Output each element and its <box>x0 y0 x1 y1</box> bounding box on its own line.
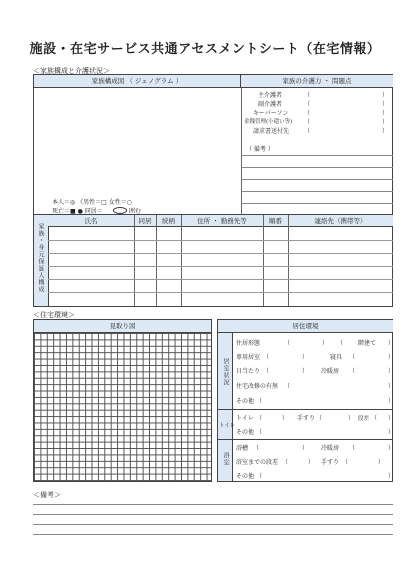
remarks-lines[interactable] <box>33 498 393 548</box>
label-living-other: その他 <box>236 398 255 405</box>
paren-close: ） <box>382 128 389 135</box>
role-money-management: 金銭管理(小遣い等) <box>244 119 293 125</box>
environment-header: 居住環境 <box>218 320 393 333</box>
paren-open: （ <box>316 415 323 422</box>
paren-close: ） <box>388 473 395 480</box>
paren-open: （ <box>256 473 263 480</box>
label-toilet: トイレ <box>236 415 254 422</box>
paren-close: ） <box>302 368 309 375</box>
family-section-box <box>33 74 393 215</box>
bath-group-label: 浴室 <box>222 452 229 466</box>
label-stories: 階建て <box>358 340 377 347</box>
col-contact: 連絡先（携帯等） <box>288 215 393 227</box>
label-bath-other: その他 <box>236 473 255 480</box>
paren-close: ） <box>308 459 315 466</box>
col-address: 住所 ・ 勤務先等 <box>181 215 263 227</box>
paren-close: ） <box>382 110 389 117</box>
toilet-group-label: トイレ <box>219 423 236 429</box>
role-sub-caregiver: 副介護者 <box>258 101 283 108</box>
paren-open: （ <box>337 340 344 347</box>
paren-close: ） <box>302 445 309 452</box>
relatives-table <box>33 215 393 307</box>
paren-close: ） <box>348 415 355 422</box>
paren-open: （ <box>263 354 270 361</box>
paren-open: （ <box>284 383 291 390</box>
label-toilet-step: 段差 <box>358 416 370 422</box>
family-section-label: ＜家族構成と介護状況＞ <box>33 67 110 75</box>
genogram-legend-1: 本人＝◎ 《男性＝□ 女性＝○ <box>52 199 132 206</box>
paren-close: ） <box>388 383 395 390</box>
paren-open: （ <box>282 459 289 466</box>
label-bath-aircon: 冷暖房 <box>321 445 340 452</box>
paren-close: ） <box>388 340 395 347</box>
paren-close: ） <box>388 429 395 436</box>
paren-close: ） <box>388 398 395 405</box>
label-tub: 浴槽 <box>236 445 249 452</box>
paren-close: ） <box>388 368 395 375</box>
paren-open: （ <box>304 101 311 108</box>
role-key-person: キーパーソン <box>253 110 289 117</box>
paren-open: （ <box>263 368 270 375</box>
paren-open: （ <box>304 119 311 126</box>
paren-open: （ <box>342 459 349 466</box>
housing-section-label: ＜住宅環境＞ <box>33 311 75 319</box>
label-bedding: 寝具 <box>330 354 343 361</box>
genogram-legend-enclose: 囲む <box>129 208 142 215</box>
paren-open: （ <box>304 128 311 135</box>
label-bath-handrail: 手すり <box>321 459 340 466</box>
label-sunlight: 日当たり <box>236 368 261 375</box>
label-toilet-handrail: 手すり <box>297 415 316 422</box>
paren-open: （ <box>349 368 356 375</box>
paren-close: ） <box>382 92 389 99</box>
paren-close: ） <box>388 354 395 361</box>
paren-close: ） <box>382 119 389 126</box>
remarks-section-label: ＜備考＞ <box>33 491 61 499</box>
label-private-room: 専用居室 <box>236 354 261 361</box>
paren-open: （ <box>253 445 260 452</box>
enclose-oval-icon <box>113 207 127 214</box>
genogram-header: 家族構成図 （ ジェノグラム ） <box>34 75 241 88</box>
paren-open: （ <box>371 415 378 422</box>
label-bath-step: 浴室までの段差 <box>236 459 279 466</box>
label-toilet-other: その他 <box>236 429 255 436</box>
paren-close: ） <box>382 101 389 108</box>
care-power-header: 家族の介護力 ・ 問題点 <box>241 75 393 88</box>
role-invoice-recipient: 請求書送付先 <box>253 128 290 135</box>
paren-open: （ <box>256 398 263 405</box>
living-group-label: 居室状況 <box>222 358 229 386</box>
paren-open: （ <box>284 340 291 347</box>
label-aircon: 冷暖房 <box>321 368 340 375</box>
floorplan-header: 見取り図 <box>34 320 211 332</box>
environment-box <box>217 319 393 482</box>
floorplan-grid[interactable] <box>33 332 212 482</box>
paren-open: （ <box>304 92 311 99</box>
col-relation: 続柄 <box>156 215 181 227</box>
paren-open: （ <box>349 354 356 361</box>
floorplan-header-box <box>33 319 212 333</box>
paren-open: （ <box>256 415 263 422</box>
paren-open: （ <box>256 429 263 436</box>
genogram-legend-2: 死亡＝■ ● 同居＝ <box>52 208 103 215</box>
paren-close: ） <box>322 340 329 347</box>
col-cohabit: 同居 <box>134 215 156 227</box>
remarks-label: （ 備考 ） <box>246 146 274 153</box>
page-title: 施設・在宅サービス共通アセスメントシート（在宅情報） <box>29 42 381 57</box>
label-renovation: 住宅改修の有無 <box>236 383 279 390</box>
paren-open: （ <box>304 110 311 117</box>
paren-open: （ <box>349 445 356 452</box>
col-name: 氏名 <box>48 215 134 227</box>
paren-close: ） <box>378 459 385 466</box>
label-house-form: 住居形態 <box>236 340 261 347</box>
col-order: 順番 <box>263 215 288 227</box>
role-main-caregiver: 主介護者 <box>258 92 283 99</box>
paren-close: ） <box>302 354 309 361</box>
relatives-side-label: 家族・身元保証人構成 <box>37 223 44 293</box>
paren-close: ） <box>388 415 395 422</box>
paren-close: ） <box>282 415 289 422</box>
paren-close: ） <box>388 445 395 452</box>
